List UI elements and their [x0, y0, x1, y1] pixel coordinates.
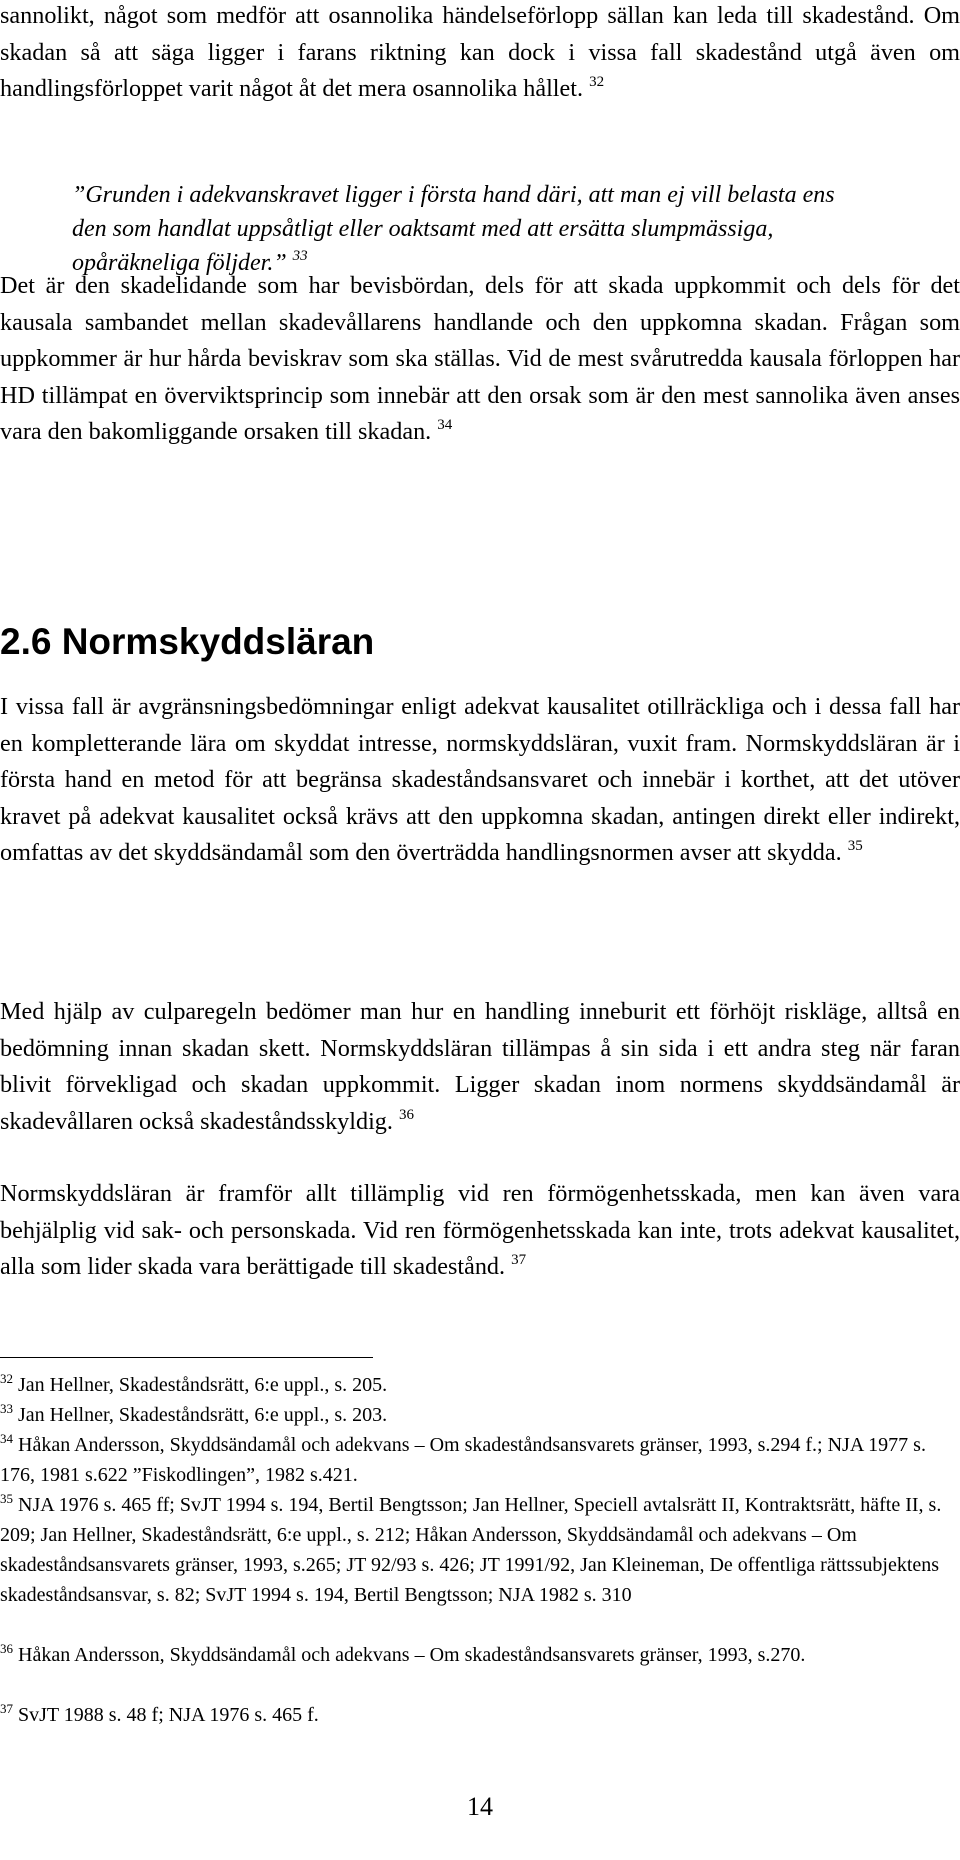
footnote-ref-34[interactable]: 34	[437, 417, 453, 434]
footnote-ref-33[interactable]: 33	[292, 248, 308, 264]
footnote-ref-37[interactable]: 37	[511, 1252, 527, 1269]
footnote-36	[0, 1640, 960, 1670]
footnote-text: Jan Hellner, Skadeståndsrätt, 6:e uppl., s. 203.	[18, 1404, 388, 1426]
norm-paragraph-2-text: Med hjälp av culparegeln bedömer man hur en handling inneburit ett förhöjt riskläge, alltså en bedömning innan skadan skett. Normskyddsläran tillämpas å sin sida i ett andra steg när faran blivit förvekligad och skadan uppkommit. Ligger skadan inom normens skyddsändamål är skadevållaren också skadeståndsskyldig.	[0, 998, 960, 1135]
evidence-text: Det är den skadelidande som har bevisbördan, dels för att skada uppkommit och dels för det kausala sambandet mellan skadevållarens handlande och den uppkomna skadan. Frågan som uppkommer är hur hårda beviskrav som ska ställas. Vid de mest svårutredda kausala förloppen har HD tillämpat en överviktsprincip som innebär att den orsak som är den mest sannolika även anses vara den bakomliggande orsaken till skadan.	[0, 272, 960, 446]
footnote-35	[0, 1490, 960, 1610]
footnote-number: 34	[0, 1431, 13, 1446]
evidence-paragraph	[0, 268, 960, 451]
footnote-ref-36[interactable]: 36	[399, 1106, 414, 1123]
norm-paragraph-1-text: I vissa fall är avgränsningsbedömningar enligt adekvat kausalitet otillräckliga och i dessa fall har en kompletterande lära om skyddat intresse, normskyddsläran, vuxit fram. Normskyddsläran är i första hand en metod för att begränsa skadeståndsansvaret och innebär i korthet, att det utöver kravet på adekvat kausalitet också krävs att den uppkomna skadan, antingen direkt eller indirekt, omfattas av det skyddsändamål som den överträdda handlingsnormen avser att skydda.	[0, 693, 960, 867]
intro-text: sannolikt, något som medför att osannolika händelseförlopp sällan kan leda till skadestånd. Om skadan så att säga ligger i farans riktning kan dock i vissa fall skadestånd utgå även om handlingsförloppet varit något åt det mera osannolika hållet.	[0, 2, 960, 103]
footnote-text: SvJT 1988 s. 48 f; NJA 1976 s. 465 f.	[18, 1704, 319, 1726]
footnote-ref-32[interactable]: 32	[589, 74, 605, 91]
footnote-34	[0, 1430, 960, 1490]
footnote-ref-35[interactable]: 35	[847, 838, 863, 855]
norm-paragraph-1	[0, 689, 960, 872]
footnote-number: 35	[0, 1491, 13, 1506]
footnote-text: Jan Hellner, Skadeståndsrätt, 6:e uppl., s. 205.	[18, 1374, 388, 1396]
footnote-number: 33	[0, 1401, 13, 1416]
quote-text: ”Grunden i adekvanskravet ligger i första hand däri, att man ej vill belasta ens den som handlat uppsåtligt eller oaktsamt med att ersätta slumpmässiga, opåräkneliga följder.”	[72, 182, 835, 276]
norm-paragraph-3-text: Normskyddsläran är framför allt tillämplig vid ren förmögenhetsskada, men kan även vara behjälplig vid sak- och personskada. Vid ren förmögenhetsskada kan inte, trots adekvat kausalitet, alla som lider skada vara berättigade till skadestånd.	[0, 1180, 960, 1281]
page-number: 14	[467, 1792, 493, 1821]
norm-paragraph-3	[0, 1176, 960, 1286]
footnote-number: 32	[0, 1371, 13, 1386]
norm-paragraph-2	[0, 994, 960, 1140]
footnote-number: 36	[0, 1641, 13, 1656]
footnote-text: Håkan Andersson, Skyddsändamål och adekvans – Om skadeståndsansvarets gränser, 1993, s.270.	[18, 1644, 806, 1666]
footnote-number: 37	[0, 1701, 13, 1716]
footnote-33	[0, 1400, 960, 1430]
footnote-divider	[0, 1357, 373, 1358]
block-quote	[72, 178, 872, 280]
intro-paragraph	[0, 0, 960, 108]
section-heading: 2.6 Normskyddsläran	[0, 621, 375, 662]
footnote-text: Håkan Andersson, Skyddsändamål och adekvans – Om skadeståndsansvarets gränser, 1993, s.294 f.; NJA 1977 s. 176, 1981 s.622 ”Fiskodlingen”, 1982 s.421.	[0, 1434, 926, 1486]
footnote-37	[0, 1700, 960, 1730]
footnote-32	[0, 1370, 960, 1400]
footnote-text: NJA 1976 s. 465 ff; SvJT 1994 s. 194, Bertil Bengtsson; Jan Hellner, Speciell avtalsrätt II, Kontraktsrätt, häfte II, s. 209; Jan Hellner, Skadeståndsrätt, 6:e uppl., s. 212; Håkan Andersson, Skyddsändamål och adekvans – Om skadeståndsansvarets gränser, 1993, s.265; JT 92/93 s. 426; JT 1991/92, Jan Kleineman, De offentliga rättssubjektens skadeståndsansvar, s. 82; SvJT 1994 s. 194, Bertil Bengtsson; NJA 1982 s. 310	[0, 1494, 942, 1606]
